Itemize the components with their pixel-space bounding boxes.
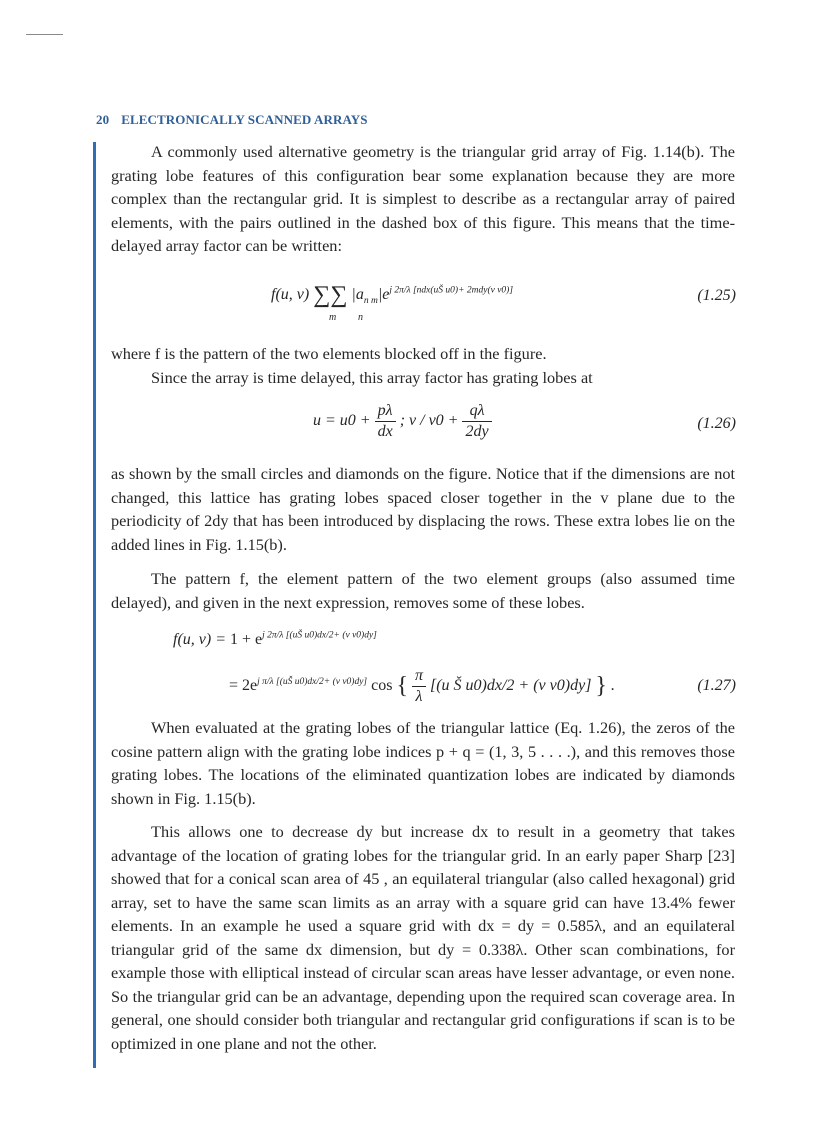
page-number: 20 [96, 112, 110, 127]
fraction-denominator: λ [415, 688, 423, 705]
eq-1-27-cos: cos [371, 677, 393, 695]
eq-1-27-exponent-1: j 2π/λ [(uŠ u0)dx/2+ (v v0)dy] [262, 630, 377, 641]
paragraph-where-f: where f is the pattern of the two elements blocked off in the figure. [111, 344, 547, 363]
eq-1-25-exponent: j 2π/λ [ndx(uŠ u0)+ 2mdy(v v0)] [389, 285, 514, 296]
eq-1-26-part2: ; v / v0 + [399, 412, 459, 430]
equation-1-26 [313, 401, 492, 442]
fraction-denominator: dx [377, 423, 393, 440]
paragraph-time-delayed: Since the array is time delayed, this array factor has grating lobes at [151, 368, 593, 387]
running-title: ELECTRONICALLY SCANNED ARRAYS [121, 112, 368, 127]
eq-1-25-exp-base: |e [377, 286, 390, 303]
fraction-numerator: π [412, 666, 426, 687]
equation-1-27-line-2 [229, 666, 615, 707]
eq-1-27-lead: = 2e [229, 677, 258, 695]
sum-symbol-n: ∑ [330, 282, 348, 308]
paragraph-triangular-grid-intro: A commonly used alternative geometry is the triangular grid array of Fig. 1.14(b). The grating lobe features of this configuration bear some explanation because they are more complex than the rectangular grid. It is simplest to describe as a rectangular array of paired elements, with the pairs outlined in the dashed box of this figure. This means that the time-delayed array factor can be written: [111, 142, 735, 255]
fraction-numerator: pλ [375, 401, 396, 422]
paragraph-sharp-result: This allows one to decrease dy but increase dx to result in a geometry that takes advantage of the location of grating lobes for the triangular grid. In an early paper Sharp [23] showed that for a conical scan area of 45 , an equilateral triangular (also called hexagonal) grid array, set to have the same scan limits as an array with a square grid can have 13.4% fewer elements. In an example he used a square grid with dx = dy = 0.585λ, and an equilateral triangular grid of the same dx dimension, but dy = 0.338λ. Other scan combinations, for example those with elliptical instead of circular scan areas have lesser advantage, or even none. So the triangular grid can be an advantage, depending upon the required scan coverage area. In general, one should consider both triangular and rectangular grid configurations if scan is to be optimized in one plane and not the other. [111, 822, 735, 1053]
fraction-p-lambda-over-dx [375, 401, 396, 442]
equation-number-1-25: (1.25) [697, 287, 736, 304]
margin-change-bar [93, 142, 96, 1068]
equation-number-1-27: (1.27) [697, 677, 736, 694]
fraction-numerator: qλ [462, 401, 491, 422]
running-header [96, 112, 368, 128]
paragraph-pattern-f: The pattern f, the element pattern of the two element groups (also assumed time delayed), and given in the next expression, removes some of these lobes. [111, 569, 735, 612]
sum-index-n: n [358, 312, 363, 323]
eq-1-25-coeff-sub: n m [363, 296, 378, 307]
equation-1-27-line-1 [173, 631, 377, 649]
eq-1-27-lhs: f(u, v) = [173, 631, 226, 648]
equation-1-25 [271, 279, 513, 306]
fraction-pi-over-lambda [412, 666, 426, 707]
eq-1-25-coeff: |a [351, 286, 364, 303]
fraction-denominator: 2dy [465, 423, 489, 440]
fraction-q-lambda-over-2dy [462, 401, 491, 442]
sum-symbol-m: ∑ [313, 282, 331, 308]
eq-1-27-exponent-2: j π/λ [(uŠ u0)dx/2+ (v v0)dy] [257, 676, 368, 687]
eq-1-27-rhs: 1 + e [230, 631, 263, 648]
eq-1-25-lhs: f(u, v) [271, 286, 310, 303]
paragraph-cosine-zeros: When evaluated at the grating lobes of the triangular lattice (Eq. 1.26), the zeros of the cosine pattern align with the grating lobe indices p + q = (1, 3, 5 . . . .), and this removes those grating lobes. The locations of the eliminated quantization lobes are indicated by diamonds shown in Fig. 1.15(b). [111, 718, 735, 808]
sum-index-m: m [329, 312, 337, 323]
corner-crop-mark [26, 34, 63, 35]
eq-1-27-bracket-term: [(u Š u0)dx/2 + (v v0)dy] [430, 677, 592, 695]
eq-1-27-period: . [610, 677, 615, 695]
equation-number-1-26: (1.26) [697, 415, 736, 432]
paragraph-grating-lobes: as shown by the small circles and diamonds on the figure. Notice that if the dimensions are not changed, this lattice has grating lobes spaced closer together in the v plane due to the periodicity of 2dy that has been introduced by displacing the rows. These extra lobes lie on the added lines in Fig. 1.15(b). [111, 464, 735, 554]
eq-1-26-part1: u = u0 + [313, 412, 371, 430]
right-brace: } [595, 673, 607, 699]
left-brace: { [396, 673, 408, 699]
